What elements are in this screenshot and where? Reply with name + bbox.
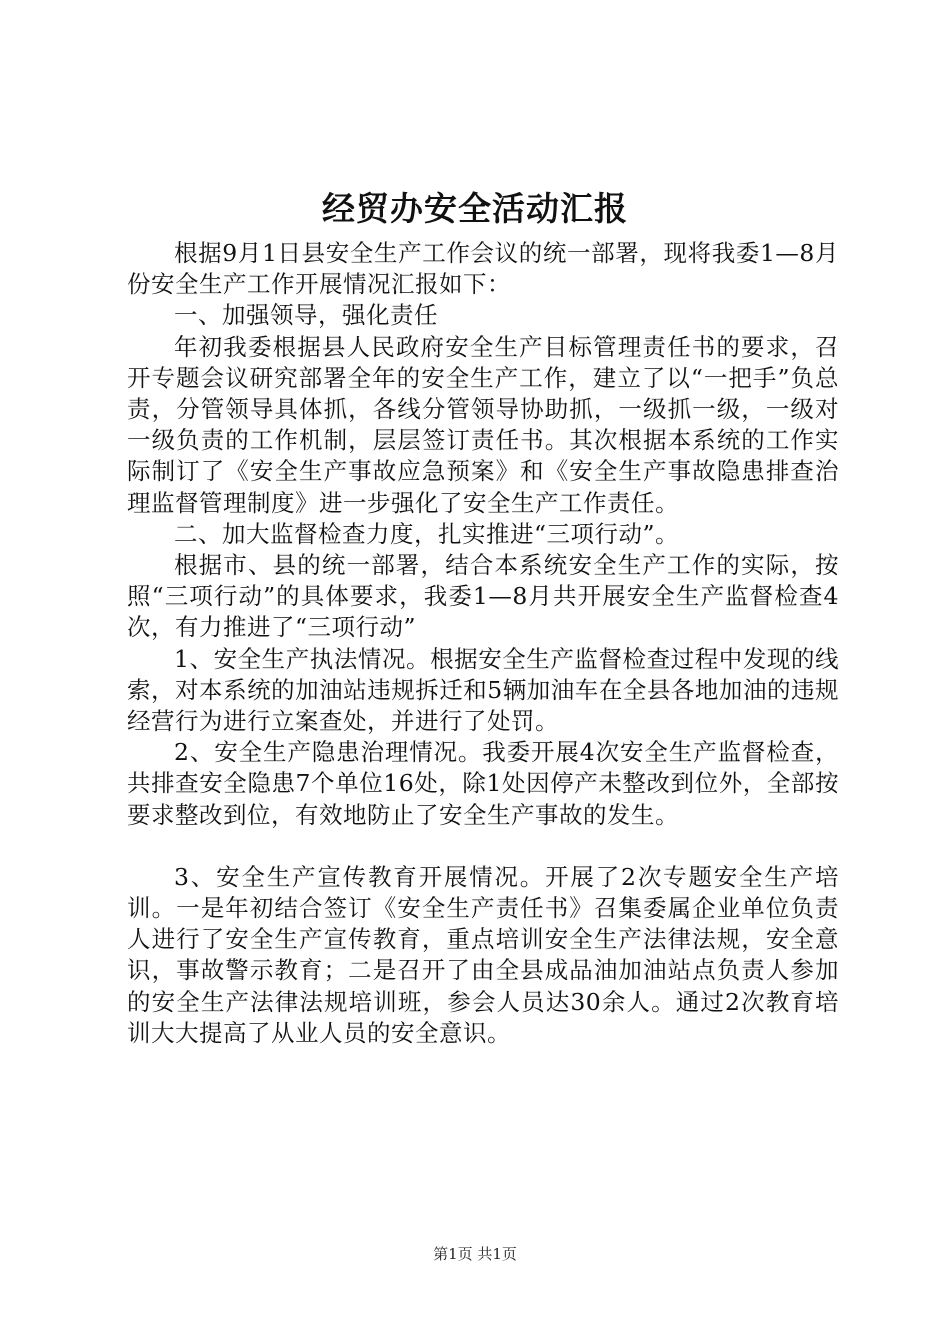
item-3-paragraph: 3、安全生产宣传教育开展情况。开展了2次专题安全生产培训。一是年初结合签订《安全生产责任书》召集委属企业单位负责人进行了安全生产宣传教育，重点培训安全生产法律法规，安全意识，事故警示教育；二是召开了由全县成品油加油站点负责人参加的安全生产法律法规培训班，参会人员达30余人。通过2次教育培训大大提高了从业人员的安全意识。 [127, 862, 839, 1047]
document-title: 经贸办安全活动汇报 [322, 189, 628, 228]
item-1-paragraph: 1、安全生产执法情况。根据安全生产监督检查过程中发现的线索，对本系统的加油站违规拆迁和5辆加油车在全县各地加油的违规经营行为进行立案查处，并进行了处罚。 [127, 644, 839, 736]
section-2-paragraph: 根据市、县的统一部署，结合本系统安全生产工作的实际，按照“三项行动”的具体要求，我委1—8月共开展安全生产监督检查4次，有力推进了“三项行动” [127, 551, 839, 642]
section-1-paragraph: 年初我委根据县人民政府安全生产目标管理责任书的要求，召开专题会议研究部署全年的安全生产工作，建立了以“一把手”负总责，分管领导具体抓，各线分管领导协助抓，一级抓一级，一级对一级负责的工作机制，层层签订责任书。其次根据本系统的工作实际制订了《安全生产事故应急预案》和《安全生产事故隐患排查治理监督管理制度》进一步强化了安全生产工作责任。 [127, 332, 839, 517]
item-2-paragraph: 2、安全生产隐患治理情况。我委开展4次安全生产监督检查，共排查安全隐患7个单位16处，除1处因停产未整改到位外，全部按要求整改到位，有效地防止了安全生产事故的发生。 [127, 738, 839, 829]
document-body [127, 238, 839, 1049]
intro-paragraph: 根据9月1日县安全生产工作会议的统一部署，现将我委1—8月份安全生产工作开展情况汇报如下： [127, 239, 839, 299]
section-heading-2: 二、加大监督检查力度，扎实推进“三项行动”。 [174, 519, 680, 548]
page-footer: 第1页 共1页 [433, 1245, 517, 1263]
section-heading-1: 一、加强领导，强化责任 [174, 301, 438, 330]
